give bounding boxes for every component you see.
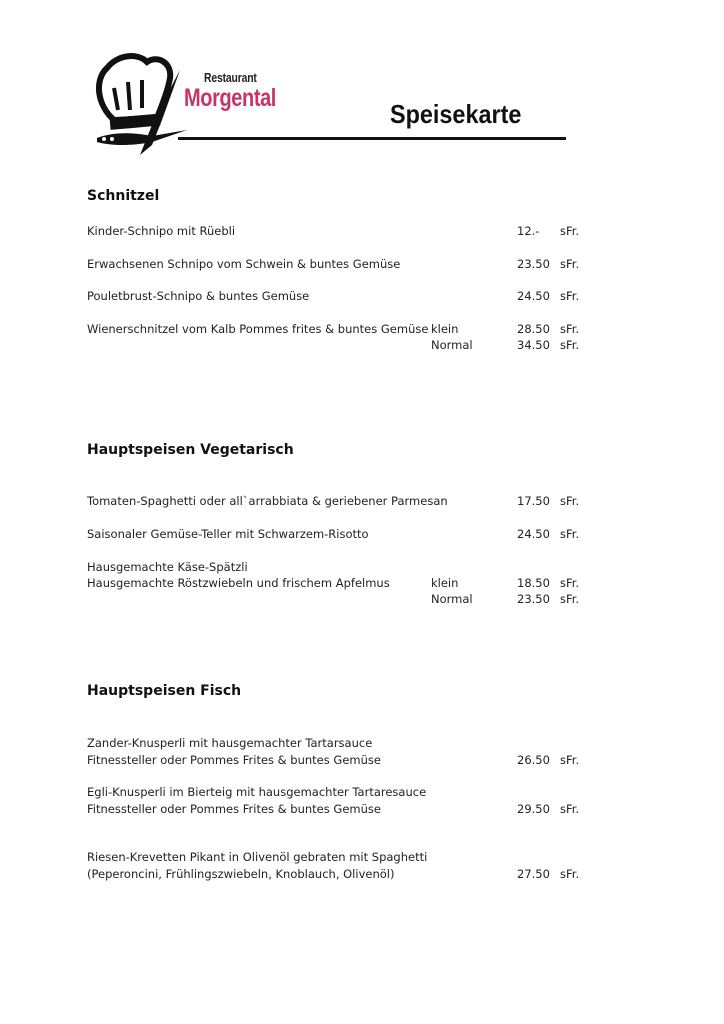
item-name: Tomaten-Spaghetti oder all`arrabbiata & geriebener Parmesan: [87, 494, 448, 508]
menu-item: [87, 735, 607, 751]
item-size: klein: [431, 322, 459, 336]
item-currency: sFr.: [560, 576, 580, 590]
item-name: Erwachsenen Schnipo vom Schwein & buntes Gemüse: [87, 257, 401, 271]
section-heading: Hauptspeisen Fisch: [87, 683, 242, 699]
menu-item: [87, 288, 607, 304]
section-heading: Hauptspeisen Vegetarisch: [87, 442, 294, 458]
item-name: Fitnessteller oder Pommes Frites & buntes Gemüse: [87, 802, 381, 816]
menu-item: [87, 752, 607, 768]
item-name: Egli-Knusperli im Bierteig mit hausgemachter Tartaresauce: [87, 785, 427, 799]
item-currency: sFr.: [560, 257, 580, 271]
menu-item: [87, 337, 607, 353]
item-name: Saisonaler Gemüse-Teller mit Schwarzem-Risotto: [87, 527, 369, 541]
item-price: 26.50: [517, 753, 550, 767]
menu-item: [87, 866, 607, 882]
item-name: Pouletbrust-Schnipo & buntes Gemüse: [87, 289, 310, 303]
item-name: Hausgemachte Käse-Spätzli: [87, 560, 248, 574]
item-name: Wienerschnitzel vom Kalb Pommes frites & buntes Gemüse: [87, 322, 429, 336]
item-price: 34.50: [517, 338, 550, 352]
item-price: 17.50: [517, 494, 550, 508]
item-price: 23.50: [517, 592, 550, 606]
item-name: (Peperoncini, Frühlingszwiebeln, Knoblauch, Olivenöl): [87, 867, 395, 881]
item-currency: sFr.: [560, 289, 580, 303]
item-price: 27.50: [517, 867, 550, 881]
item-currency: sFr.: [560, 224, 580, 238]
item-currency: sFr.: [560, 867, 580, 881]
item-currency: sFr.: [560, 802, 580, 816]
menu-item: [87, 223, 607, 239]
item-name: Hausgemachte Röstzwiebeln und frischem Apfelmus: [87, 576, 390, 590]
item-price: 24.50: [517, 289, 550, 303]
menu-item: [87, 575, 607, 591]
item-currency: sFr.: [560, 322, 580, 336]
menu-item: [87, 526, 607, 542]
item-currency: sFr.: [560, 527, 580, 541]
item-price: 18.50: [517, 576, 550, 590]
menu-item: [87, 559, 607, 575]
menu-item: [87, 493, 607, 509]
menu-item: [87, 591, 607, 607]
header-divider: [178, 137, 566, 140]
menu-item: [87, 801, 607, 817]
page-title: Speisekarte: [390, 99, 522, 129]
item-size: Normal: [431, 338, 473, 352]
item-name: Riesen-Krevetten Pikant in Olivenöl gebraten mit Spaghetti: [87, 850, 428, 864]
item-name: Kinder-Schnipo mit Rüebli: [87, 224, 236, 238]
item-size: klein: [431, 576, 459, 590]
item-name: Zander-Knusperli mit hausgemachter Tartarsauce: [87, 736, 373, 750]
item-price: 28.50: [517, 322, 550, 336]
item-currency: sFr.: [560, 494, 580, 508]
section-heading: Schnitzel: [87, 188, 160, 204]
restaurant-name: Morgental: [184, 84, 276, 112]
menu-item: [87, 784, 607, 800]
menu-item: [87, 849, 607, 865]
item-name: Fitnessteller oder Pommes Frites & buntes Gemüse: [87, 753, 381, 767]
menu-item: [87, 256, 607, 272]
item-currency: sFr.: [560, 753, 580, 767]
item-price: 24.50: [517, 527, 550, 541]
restaurant-label: Restaurant: [204, 70, 257, 85]
item-currency: sFr.: [560, 592, 580, 606]
item-price: 29.50: [517, 802, 550, 816]
item-currency: sFr.: [560, 338, 580, 352]
item-size: Normal: [431, 592, 473, 606]
item-price: 12.-: [517, 224, 540, 238]
menu-item: [87, 321, 607, 337]
item-price: 23.50: [517, 257, 550, 271]
